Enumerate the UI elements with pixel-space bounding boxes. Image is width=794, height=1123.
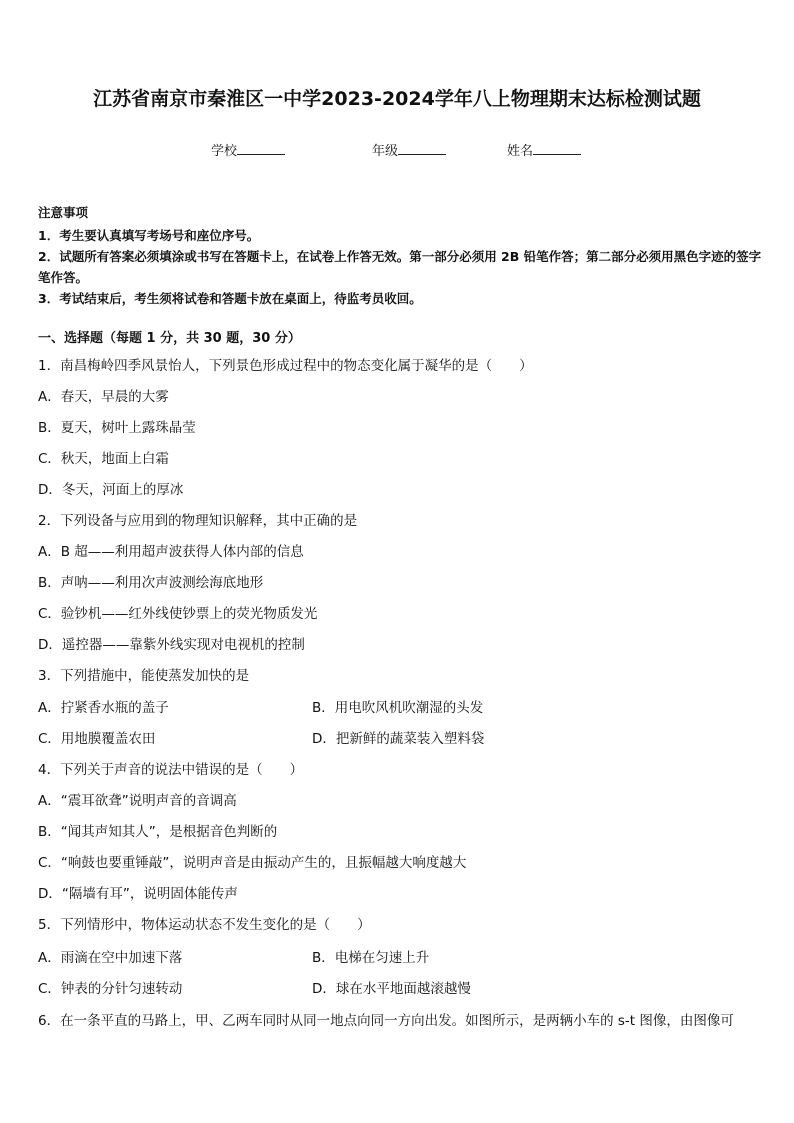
name-field <box>507 140 581 159</box>
option-a: A．拧紧香水瓶的盖子 <box>38 700 169 716</box>
option-d: D．冬天，河面上的厚冰 <box>38 482 184 498</box>
option-a: A．雨滴在空中加速下落 <box>38 950 183 966</box>
question-stem: 6．在一条平直的马路上，甲、乙两车同时从同一地点向同一方向出发。如图所示，是两辆小车的 s-t 图像，由图像可 <box>38 1013 734 1029</box>
name-blank <box>533 141 581 155</box>
school-field <box>211 140 285 159</box>
grade-blank <box>398 141 446 155</box>
question-stem: 3．下列措施中，能使蒸发加快的是 <box>38 668 250 684</box>
option-c: C．验钞机——红外线使钞票上的荧光物质发光 <box>38 606 318 622</box>
grade-label: 年级 <box>372 144 399 159</box>
question-stem: 2．下列设备与应用到的物理知识解释，其中正确的是 <box>38 513 358 529</box>
name-label: 姓名 <box>507 144 534 159</box>
option-b: B．“闻其声知其人”，是根据音色判断的 <box>38 824 278 840</box>
option-d: D．球在水平地面越滚越慢 <box>312 981 471 997</box>
note-item-3: 3．考试结束后，考生须将试卷和答题卡放在桌面上，待监考员收回。 <box>38 291 422 306</box>
option-d: D．遥控器——靠紫外线实现对电视机的控制 <box>38 637 305 653</box>
grade-field <box>372 140 446 159</box>
section-heading: 一、选择题（每题 1 分，共 30 题，30 分） <box>38 331 301 346</box>
option-c: C．“响鼓也要重锤敲”，说明声音是由振动产生的，且振幅越大响度越大 <box>38 855 467 871</box>
option-a: A．“震耳欲聋”说明声音的音调高 <box>38 793 237 809</box>
option-b: B．电梯在匀速上升 <box>312 950 430 966</box>
note-item-1: 1．考生要认真填写考场号和座位序号。 <box>38 228 260 243</box>
school-blank <box>237 141 285 155</box>
question-stem: 1．南昌梅岭四季风景怡人，下列景色形成过程中的物态变化属于凝华的是（ ） <box>38 358 533 374</box>
option-a: A．B 超——利用超声波获得人体内部的信息 <box>38 544 304 560</box>
option-c: C．用地膜覆盖农田 <box>38 731 156 747</box>
option-b: B．夏天，树叶上露珠晶莹 <box>38 420 196 436</box>
notes-section <box>38 203 762 309</box>
question-stem: 5．下列情形中，物体运动状态不发生变化的是（ ） <box>38 917 371 933</box>
option-a: A．春天，早晨的大雾 <box>38 389 169 405</box>
school-label: 学校 <box>211 144 238 159</box>
option-c: C．钟表的分针匀速转动 <box>38 981 183 997</box>
option-d: D．“隔墙有耳”，说明固体能传声 <box>38 886 238 902</box>
option-b: B．声呐——利用次声波测绘海底地形 <box>38 575 264 591</box>
page-title: 江苏省南京市秦淮区一中学2023-2024学年八上物理期末达标检测试题 <box>93 88 701 110</box>
question-stem: 4．下列关于声音的说法中错误的是（ ） <box>38 762 304 778</box>
note-item-2: 2．试题所有答案必须填涂或书写在答题卡上，在试卷上作答无效。第一部分必须用 2B 铅笔作答；第二部分必须用黑色字迹的签字笔作答。 <box>38 249 762 285</box>
option-c: C．秋天，地面上白霜 <box>38 451 169 467</box>
notes-title: 注意事项 <box>38 205 89 220</box>
option-d: D．把新鲜的蔬菜装入塑料袋 <box>312 731 485 747</box>
option-b: B．用电吹风机吹潮湿的头发 <box>312 700 484 716</box>
